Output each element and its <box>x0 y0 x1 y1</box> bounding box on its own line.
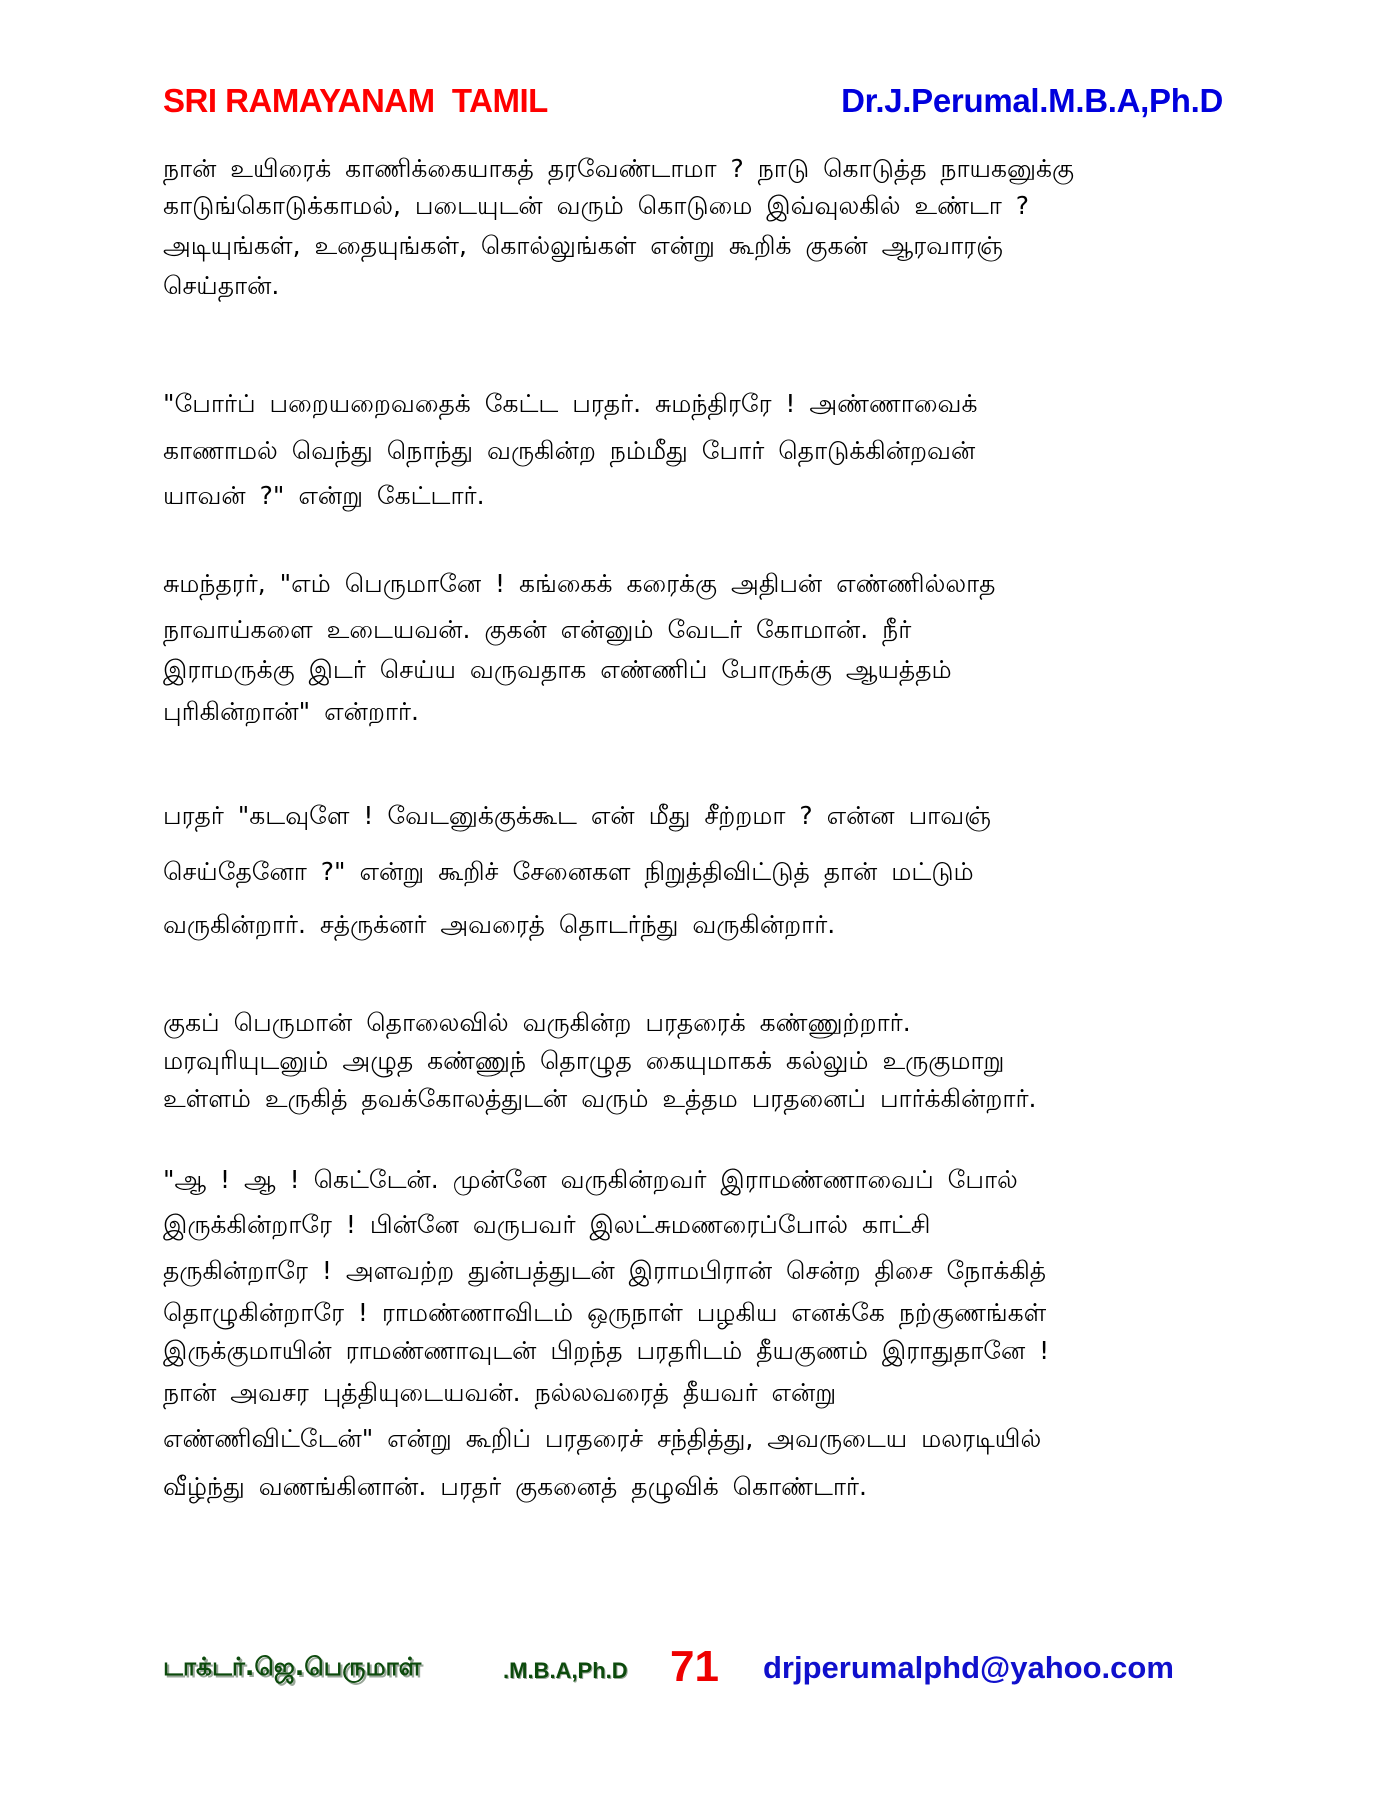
paragraph-1 <box>163 150 1074 304</box>
text-line: அடியுங்கள், உதையுங்கள், கொல்லுங்கள் என்று கூறிக் குகன் ஆரவாரஞ் <box>163 231 1003 260</box>
text-line: குகப் பெருமான் தொலைவில் வருகின்ற பரதரைக் கண்ணுற்றார். <box>163 1008 911 1037</box>
text-line: தருகின்றாரே ! அளவற்ற துன்பத்துடன் இராமபிரான் சென்ற திசை நோக்கித் <box>163 1256 1047 1285</box>
text-line: வருகின்றார். சத்ருக்னர் அவரைத் தொடர்ந்து வருகின்றார். <box>163 910 836 939</box>
paragraph-6 <box>163 1158 1049 1512</box>
text-line: யாவன் ?" என்று கேட்டார். <box>163 481 485 510</box>
page-footer <box>163 1642 1223 1698</box>
text-line: இராமருக்கு இடர் செய்ய வருவதாக எண்ணிப் போருக்கு ஆயத்தம் <box>163 655 952 684</box>
text-line: "போர்ப் பறையறைவதைக் கேட்ட பரதர். சுமந்திரரே ! அண்ணாவைக் <box>163 389 978 418</box>
text-line: இருக்குமாயின் ராமண்ணாவுடன் பிறந்த பரதரிடம் தீயகுணம் இராதுதானே ! <box>163 1336 1050 1365</box>
text-line: காடுங்கொடுக்காமல், படையுடன் வரும் கொடுமை இவ்வுலகில் உண்டா ? <box>163 191 1030 220</box>
text-line: செய்தான். <box>163 271 280 300</box>
text-line: எண்ணிவிட்டேன்" என்று கூறிப் பரதரைச் சந்தித்து, அவருடைய மலரடியில் <box>163 1424 1042 1453</box>
text-line: உள்ளம் உருகித் தவக்கோலத்துடன் வரும் உத்தம பரதனைப் பார்க்கின்றார். <box>163 1084 1037 1113</box>
page-number: 71 <box>670 1642 719 1691</box>
text-line: "ஆ ! ஆ ! கெட்டேன். முன்னே வருகின்றவர் இராமண்ணாவைப் போல் <box>163 1165 1018 1194</box>
author-name: Dr.J.Perumal.M.B.A,Ph.D <box>841 82 1223 119</box>
text-line: சுமந்தரர், "எம் பெருமானே ! கங்கைக் கரைக்கு அதிபன் எண்ணில்லாத <box>163 569 996 598</box>
text-line: காணாமல் வெந்து நொந்து வருகின்ற நம்மீது போர் தொடுக்கின்றவன் <box>163 436 976 465</box>
text-line: தொழுகின்றாரே ! ராமண்ணாவிடம் ஒருநாள் பழகிய எனக்கே நற்குணங்கள் <box>163 1298 1047 1327</box>
footer-author-tamil: டாக்டர்.ஜெ.பெருமாள் <box>163 1652 422 1681</box>
text-line: மரவுரியுடனும் அழுத கண்ணுந் தொழுத கையுமாகக் கல்லும் உருகுமாறு <box>163 1046 1005 1075</box>
text-line: நாவாய்களை உடையவன். குகன் என்னும் வேடர் கோமான். நீர் <box>163 615 912 644</box>
paragraph-3 <box>163 558 995 734</box>
text-line: பரதர் "கடவுளே ! வேடனுக்குக்கூட என் மீது சீற்றமா ? என்ன பாவஞ் <box>163 801 992 830</box>
text-line: இருக்கின்றாரே ! பின்னே வருபவர் இலட்சுமணரைப்போல் காட்சி <box>163 1210 931 1239</box>
paragraph-5 <box>163 1004 1037 1118</box>
page-header <box>163 82 1223 132</box>
text-line: நான் அவசர புத்தியுடையவன். நல்லவரைத் தீயவர் என்று <box>163 1378 837 1407</box>
text-line: புரிகின்றான்" என்றார். <box>163 697 419 726</box>
text-line: செய்தேனோ ?" என்று கூறிச் சேனைகள நிறுத்திவிட்டுத் தான் மட்டும் <box>163 857 974 886</box>
footer-author-degree: .M.B.A,Ph.D <box>503 1658 628 1683</box>
text-line: வீழ்ந்து வணங்கினான். பரதர் குகனைத் தழுவிக் கொண்டார். <box>163 1472 867 1501</box>
text-line: நான் உயிரைக் காணிக்கையாகத் தரவேண்டாமா ? நாடு கொடுத்த நாயகனுக்கு <box>163 154 1075 183</box>
paragraph-4 <box>163 788 991 950</box>
author-email: drjperumalphd@yahoo.com <box>763 1650 1174 1685</box>
paragraph-2 <box>163 380 977 518</box>
document-title: SRI RAMAYANAM TAMIL <box>163 82 548 119</box>
